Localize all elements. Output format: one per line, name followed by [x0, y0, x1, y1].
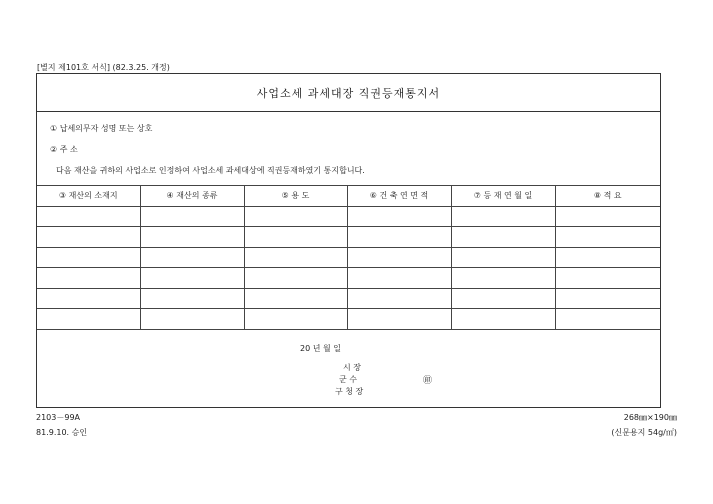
table-row	[37, 227, 660, 248]
approval-date: 81.9.10. 승인	[36, 428, 88, 437]
table-cell[interactable]	[555, 227, 660, 248]
table-cell[interactable]	[555, 268, 660, 289]
taxpayer-label: ① 납세의무자 성명 또는 상호	[50, 124, 153, 133]
date-line: 20 년 월 일	[300, 344, 341, 353]
form-header: [별지 제101호 서식] (82.3.25. 개정)	[37, 63, 170, 72]
table-cell[interactable]	[244, 247, 347, 268]
table-cell[interactable]	[347, 268, 451, 289]
header-registration-date: ⑦ 등 재 연 월 일	[451, 186, 555, 207]
table-cell[interactable]	[244, 288, 347, 309]
table-cell[interactable]	[244, 309, 347, 330]
table-cell[interactable]	[555, 247, 660, 268]
header-property-type: ④ 재산의 종류	[140, 186, 244, 207]
table-cell[interactable]	[37, 227, 140, 248]
table-cell[interactable]	[451, 309, 555, 330]
seal-mark: ㊞	[423, 376, 433, 386]
table-cell[interactable]	[451, 247, 555, 268]
paper-spec: (신문용지 54g/㎡)	[611, 428, 677, 437]
form-frame	[36, 73, 661, 408]
table-cell[interactable]	[244, 227, 347, 248]
table-cell[interactable]	[451, 268, 555, 289]
header-remarks: ⑧ 적 요	[555, 186, 660, 207]
form-title: 사업소세 과세대장 직권등재통지서	[256, 86, 441, 100]
table-cell[interactable]	[37, 309, 140, 330]
table-cell[interactable]	[347, 227, 451, 248]
title-row	[37, 74, 660, 112]
table-cell[interactable]	[555, 309, 660, 330]
signature-block	[37, 328, 660, 408]
table-row	[37, 206, 660, 227]
table-cell[interactable]	[140, 247, 244, 268]
table-cell[interactable]	[347, 206, 451, 227]
address-label: ② 주 소	[50, 145, 78, 154]
notice-text: 다음 재산을 귀하의 사업소로 인정하여 사업소세 과세대상에 직권등재하였기 통지합니다.	[56, 166, 365, 175]
table-row	[37, 268, 660, 289]
table-cell[interactable]	[140, 227, 244, 248]
form-code: 2103－99A	[36, 413, 81, 422]
table-cell[interactable]	[555, 206, 660, 227]
table-cell[interactable]	[37, 268, 140, 289]
table-cell[interactable]	[37, 206, 140, 227]
table-cell[interactable]	[451, 288, 555, 309]
signatory-district-head: 구 청 장	[335, 387, 364, 396]
table-cell[interactable]	[555, 288, 660, 309]
table-cell[interactable]	[140, 268, 244, 289]
table-cell[interactable]	[244, 268, 347, 289]
table-cell[interactable]	[244, 206, 347, 227]
table-cell[interactable]	[140, 309, 244, 330]
table-cell[interactable]	[37, 247, 140, 268]
table-cell[interactable]	[37, 288, 140, 309]
table-cell[interactable]	[347, 247, 451, 268]
table-cell[interactable]	[347, 288, 451, 309]
header-property-location: ③ 재산의 소재지	[37, 186, 140, 207]
table-row	[37, 288, 660, 309]
signatory-mayor: 시 장	[343, 363, 361, 372]
table-cell[interactable]	[140, 288, 244, 309]
property-table	[37, 185, 660, 330]
table-row	[37, 247, 660, 268]
signatory-county-head: 군 수	[339, 375, 357, 384]
header-floor-area: ⑥ 건 축 연 면 적	[347, 186, 451, 207]
table-row	[37, 309, 660, 330]
table-cell[interactable]	[347, 309, 451, 330]
table-cell[interactable]	[140, 206, 244, 227]
table-cell[interactable]	[451, 227, 555, 248]
table-cell[interactable]	[451, 206, 555, 227]
table-header-row	[37, 186, 660, 207]
paper-size: 268㎜×190㎜	[623, 413, 677, 422]
header-usage: ⑤ 용 도	[244, 186, 347, 207]
